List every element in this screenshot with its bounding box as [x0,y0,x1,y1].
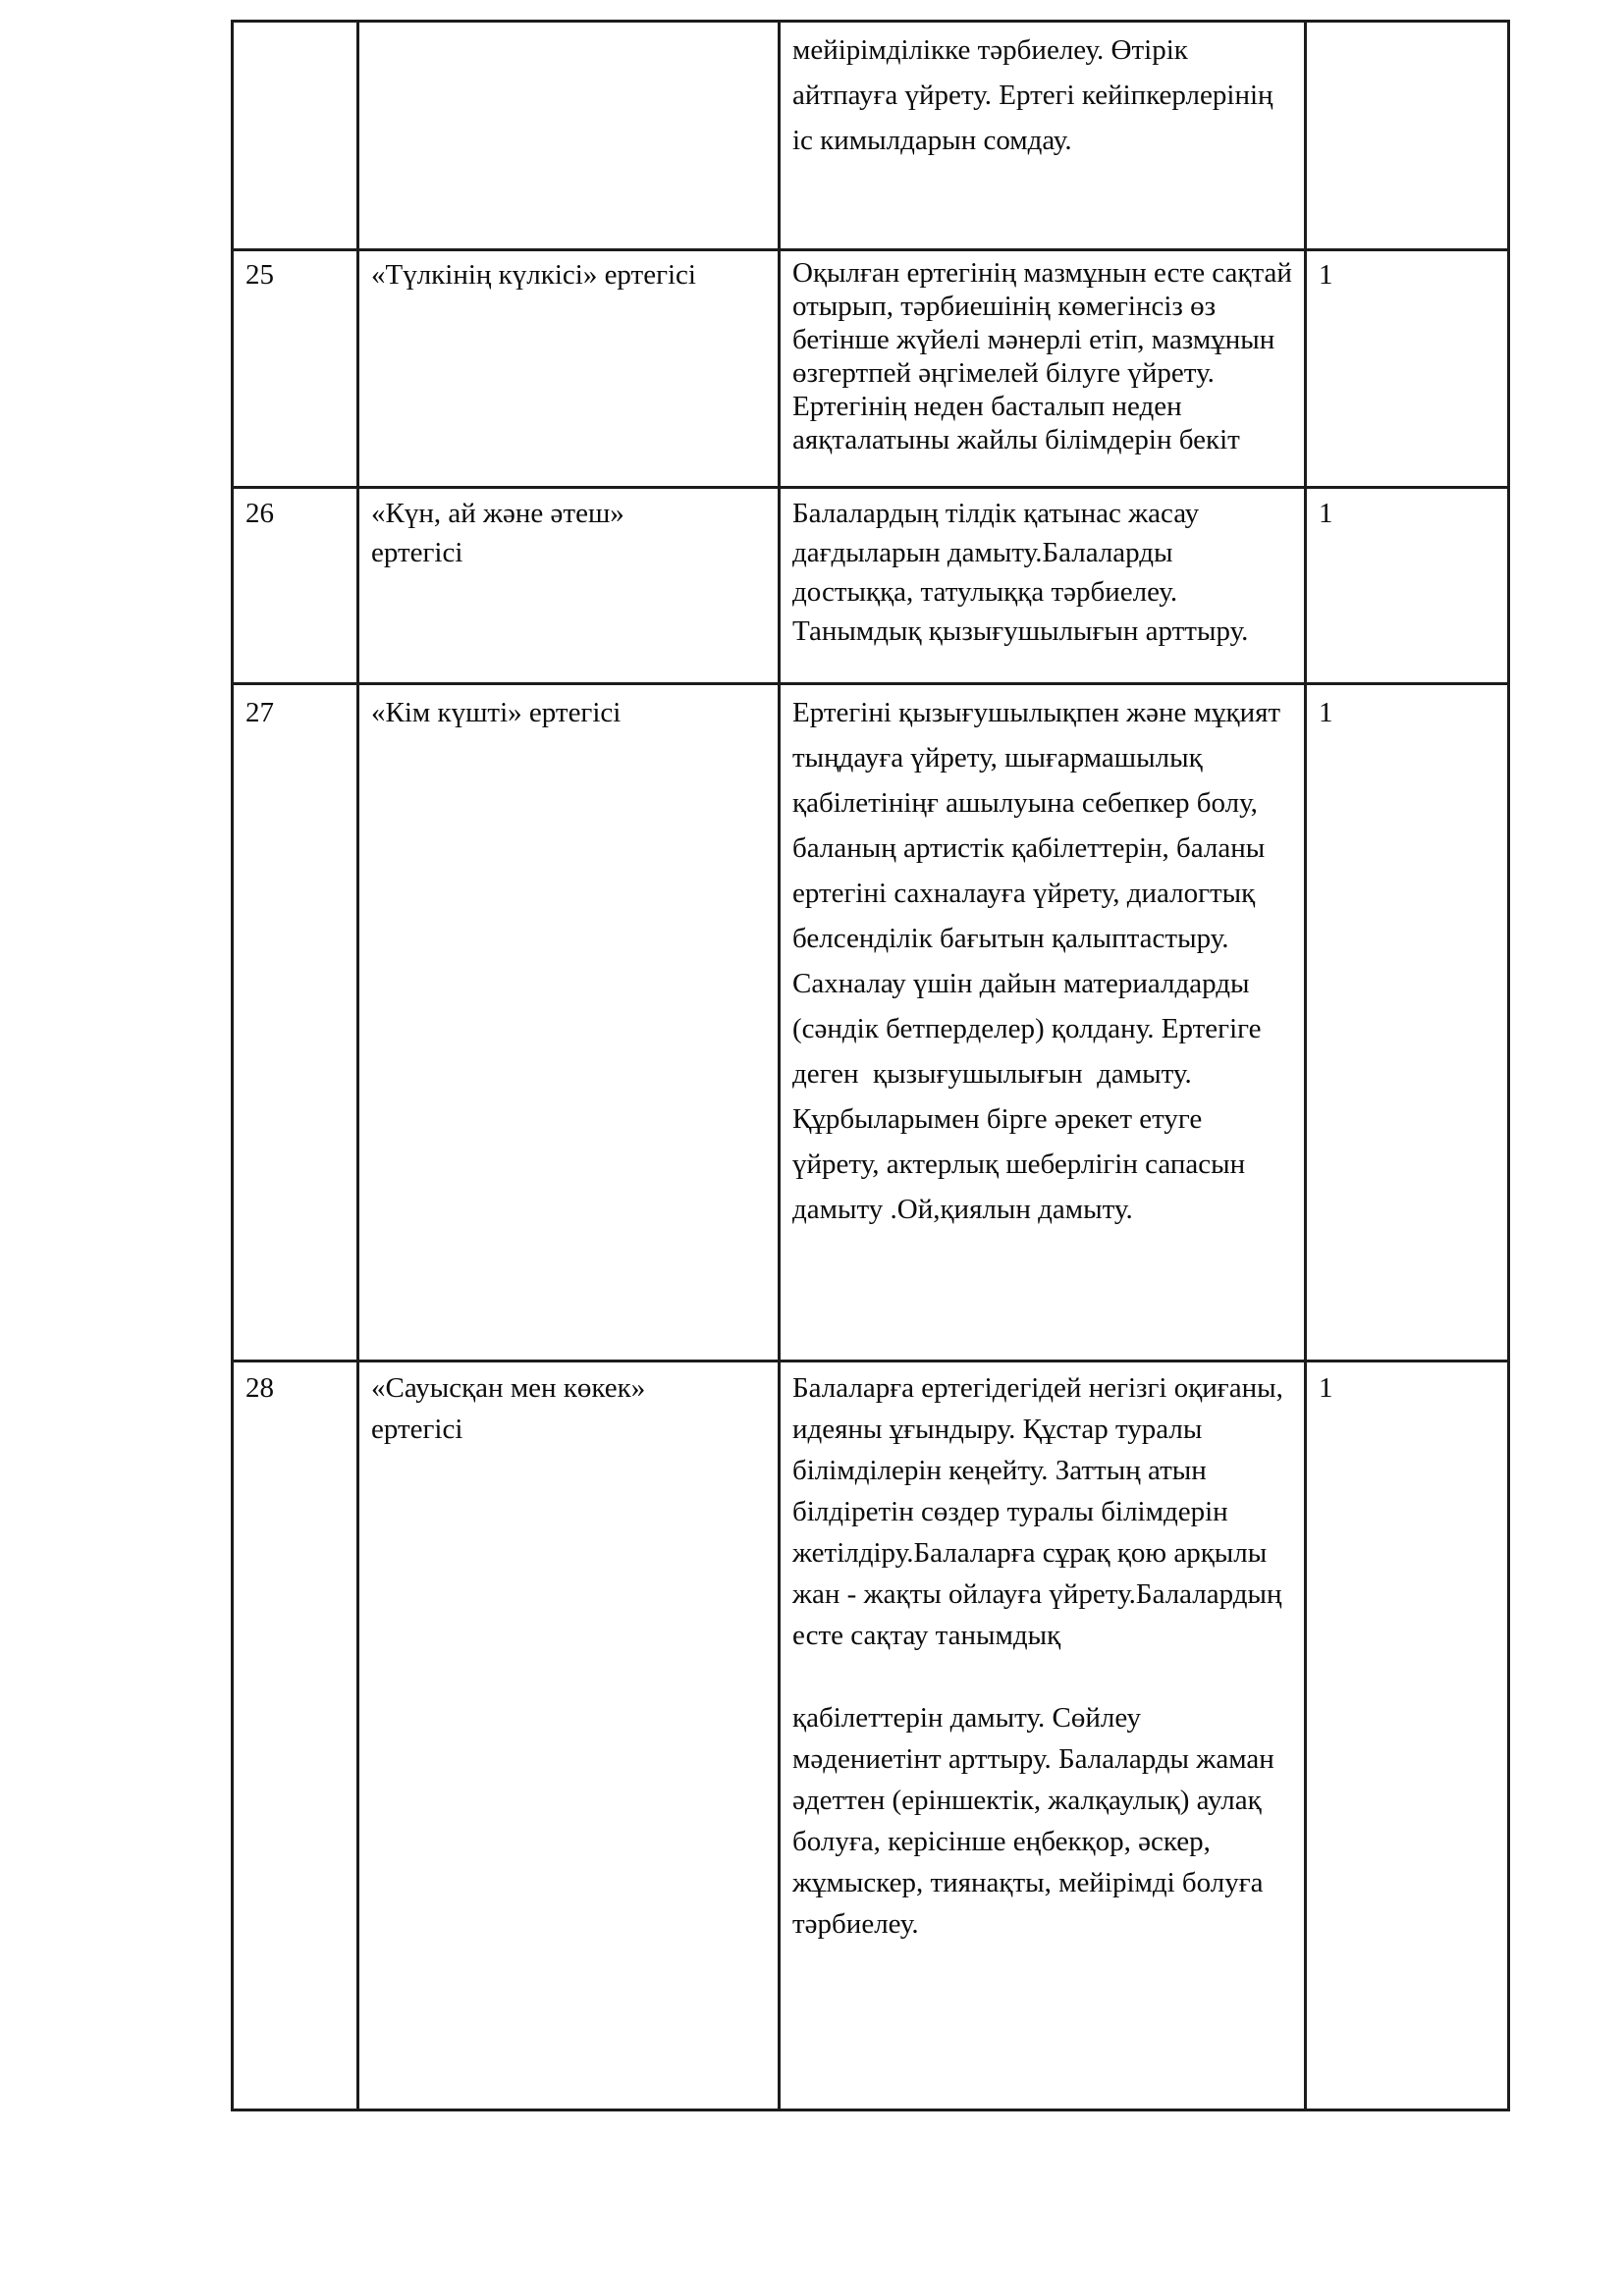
table-row-26 [233,488,1509,684]
tale-title-cell: «Түлкінің күлкісі» ертегісі [358,250,780,488]
table-row-28 [233,1362,1509,2110]
table-row-25 [233,250,1509,488]
row-number-cell [233,22,358,250]
row-number-cell: 28 [233,1362,358,2110]
objective-cell: Оқылған ертегінің мазмұнын есте сақтай отырып, тәрбиешінің көмегінсіз өз бетінше жүйелі мәнерлі етіп, мазмұнын өзгертпей әңгімелей білуге үйрету. Ертегінің неден басталып неден аяқталатыны жайлы білімдерін бекіт [780,250,1306,488]
tale-title-cell: «Күн, ай және әтеш» ертегісі [358,488,780,684]
lesson-plan-table [231,20,1510,2111]
hours-cell: 1 [1306,684,1509,1362]
row-number-cell: 25 [233,250,358,488]
table-row-continuation [233,22,1509,250]
row-number-cell: 27 [233,684,358,1362]
hours-cell: 1 [1306,1362,1509,2110]
objective-cell: Балалардың тілдік қатынас жасау дағдыларын дамыту.Балаларды достыққа, татулыққа тәрбиелеу. Танымдық қызығушылығын арттыру. [780,488,1306,684]
objective-cell: Балаларға ертегідегідей негізгі оқиғаны, идеяны ұғындыру. Құстар туралы білімділерін кеңейту. Заттың атын білдіретін сөздер туралы білімдерін жетілдіру.Балаларға сұрақ қою арқылы жан - жақты ойлауға үйрету.Балалардың есте сақтау танымдық қабілеттерін дамыту. Сөйлеу мәдениетінт арттыру. Балаларды жаман әдеттен (еріншектік, жалқаулық) аулақ болуға, керісінше еңбекқор, әскер, жұмыскер, тиянақты, мейірімді болуға тәрбиелеу. [780,1362,1306,2110]
objective-cell: мейірімділікке тәрбиелеу. Өтірік айтпауға үйрету. Ертегі кейіпкерлерінің іс кимылдарын сомдау. [780,22,1306,250]
hours-cell: 1 [1306,488,1509,684]
hours-cell [1306,22,1509,250]
row-number-cell: 26 [233,488,358,684]
tale-title-cell [358,22,780,250]
hours-cell: 1 [1306,250,1509,488]
tale-title-cell: «Кім күшті» ертегісі [358,684,780,1362]
tale-title-cell: «Сауысқан мен көкек» ертегісі [358,1362,780,2110]
objective-cell: Ертегіні қызығушылықпен және мұқият тыңдауға үйрету, шығармашылық қабілетініңғ ашылуына себепкер болу, баланың артистік қабілеттерін, баланы ертегіні сахналауға үйрету, диалогтық белсенділік бағытын қалыптастыру. Сахналау үшін дайын материалдарды (сәндік бетперделер) қолдану. Ертегіге деген қызығушылығын дамыту. Құрбыларымен бірге әрекет етуге үйрету, актерлық шеберлігін сапасын дамыту .Ой,қиялын дамыту. [780,684,1306,1362]
table-row-27 [233,684,1509,1362]
